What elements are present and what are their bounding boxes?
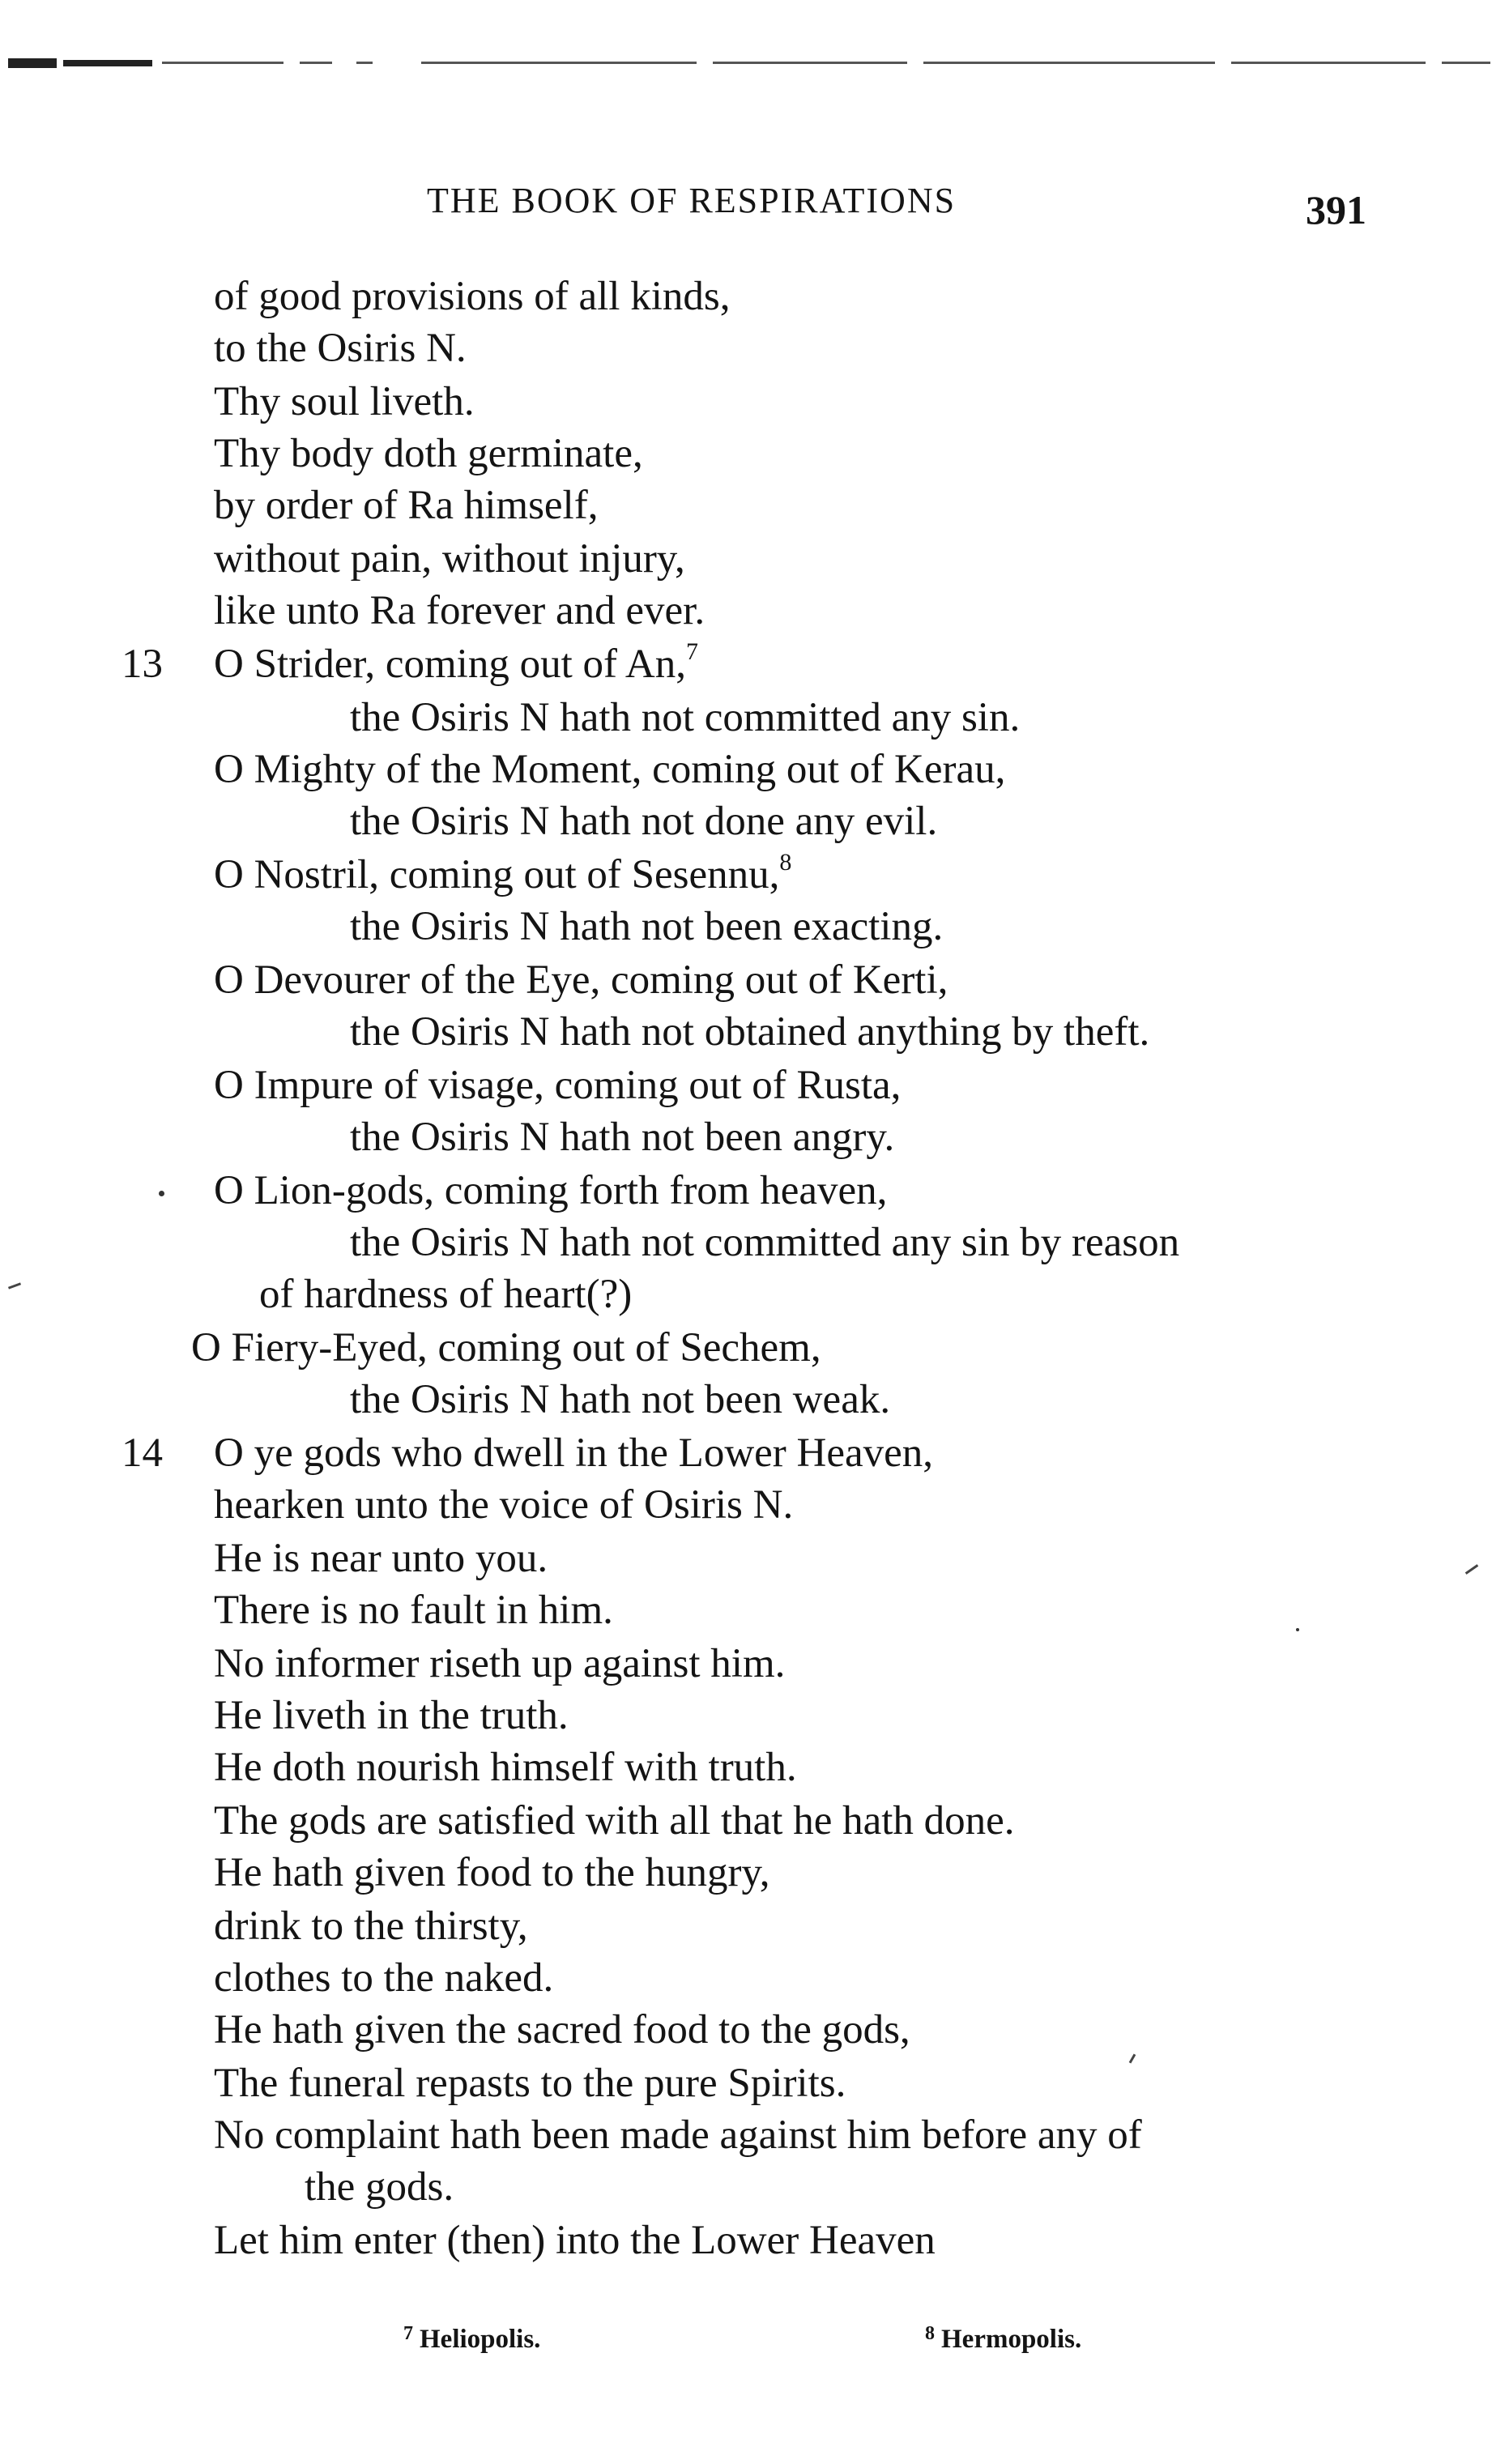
footnote-ref: 7 <box>686 638 698 665</box>
running-title: THE BOOK OF RESPIRATIONS <box>427 181 957 220</box>
text-line: the gods. <box>305 2164 454 2210</box>
text-line: No informer riseth up against him. <box>214 1641 786 1686</box>
text-line: drink to the thirsty, <box>214 1903 528 1949</box>
text-line: O Impure of visage, coming out of Rusta, <box>214 1063 902 1108</box>
text-line: the Osiris N hath not committed any sin by reason <box>350 1220 1180 1265</box>
text-line: Thy soul liveth. <box>214 379 475 424</box>
text-line: The gods are satisfied with all that he hath done. <box>214 1798 1015 1844</box>
text-line: the Osiris N hath not obtained anything by theft. <box>350 1009 1150 1055</box>
text-line: by order of Ra himself, <box>214 483 599 528</box>
stray-ink-mark <box>159 1191 164 1196</box>
stray-ink-mark <box>1129 2054 1136 2064</box>
text-line: O Mighty of the Moment, coming out of Kerau, <box>214 747 1006 792</box>
text-line: O ye gods who dwell in the Lower Heaven, <box>214 1430 934 1476</box>
footnote-marker: 8 <box>925 2323 935 2344</box>
stray-ink-mark <box>1465 1564 1478 1575</box>
text-line: No complaint hath been made against him before any of <box>214 2112 1142 2158</box>
text-line: of hardness of heart(?) <box>259 1272 633 1317</box>
text-line: He is near unto you. <box>214 1536 548 1581</box>
text-line: without pain, without injury, <box>214 536 685 582</box>
text-line: O Lion-gods, coming forth from heaven, <box>214 1168 888 1213</box>
text-line: The funeral repasts to the pure Spirits. <box>214 2061 846 2106</box>
text-line: He hath given food to the hungry, <box>214 1850 770 1895</box>
footnote <box>925 2323 1081 2355</box>
verse-number: 14 <box>121 1430 163 1476</box>
text-line: clothes to the naked. <box>214 1955 554 2001</box>
text-line: He hath given the sacred food to the gods, <box>214 2007 910 2053</box>
verse-number: 13 <box>121 642 163 687</box>
text-line: like unto Ra forever and ever. <box>214 588 705 633</box>
footnote-ref: 8 <box>779 849 792 876</box>
scan-edge-artifact <box>0 58 1509 70</box>
text-line: Thy body doth germinate, <box>214 431 643 476</box>
page-header <box>0 180 1509 232</box>
text-line <box>214 850 791 899</box>
footnote-text: Heliopolis. <box>420 2325 541 2354</box>
text-line: the Osiris N hath not been weak. <box>350 1377 891 1422</box>
text-line: He doth nourish himself with truth. <box>214 1745 797 1790</box>
text-line: O Devourer of the Eye, coming out of Kerti, <box>214 957 948 1003</box>
stray-ink-mark <box>8 1282 21 1289</box>
footnote-text: Hermopolis. <box>941 2325 1082 2354</box>
line-text: O Nostril, coming out of Sesennu, <box>214 852 780 897</box>
footnote <box>403 2323 540 2355</box>
line-text: O Strider, coming out of An, <box>214 642 686 687</box>
stray-ink-mark <box>1296 1628 1299 1631</box>
text-line: the Osiris N hath not been exacting. <box>350 904 944 949</box>
text-line: There is no fault in him. <box>214 1588 613 1633</box>
page-number: 391 <box>1306 187 1366 232</box>
text-line: to the Osiris N. <box>214 326 467 371</box>
footnote-marker: 7 <box>403 2323 413 2344</box>
text-line: hearken unto the voice of Osiris N. <box>214 1482 794 1528</box>
text-line: the Osiris N hath not been angry. <box>350 1115 895 1160</box>
text-line: the Osiris N hath not committed any sin. <box>350 695 1021 740</box>
text-line: Let him enter (then) into the Lower Heaven <box>214 2218 936 2263</box>
text-line: O Fiery-Eyed, coming out of Sechem, <box>191 1325 821 1371</box>
text-line: He liveth in the truth. <box>214 1693 569 1738</box>
text-line <box>214 640 698 688</box>
text-line: of good provisions of all kinds, <box>214 274 731 319</box>
text-line: the Osiris N hath not done any evil. <box>350 799 938 844</box>
